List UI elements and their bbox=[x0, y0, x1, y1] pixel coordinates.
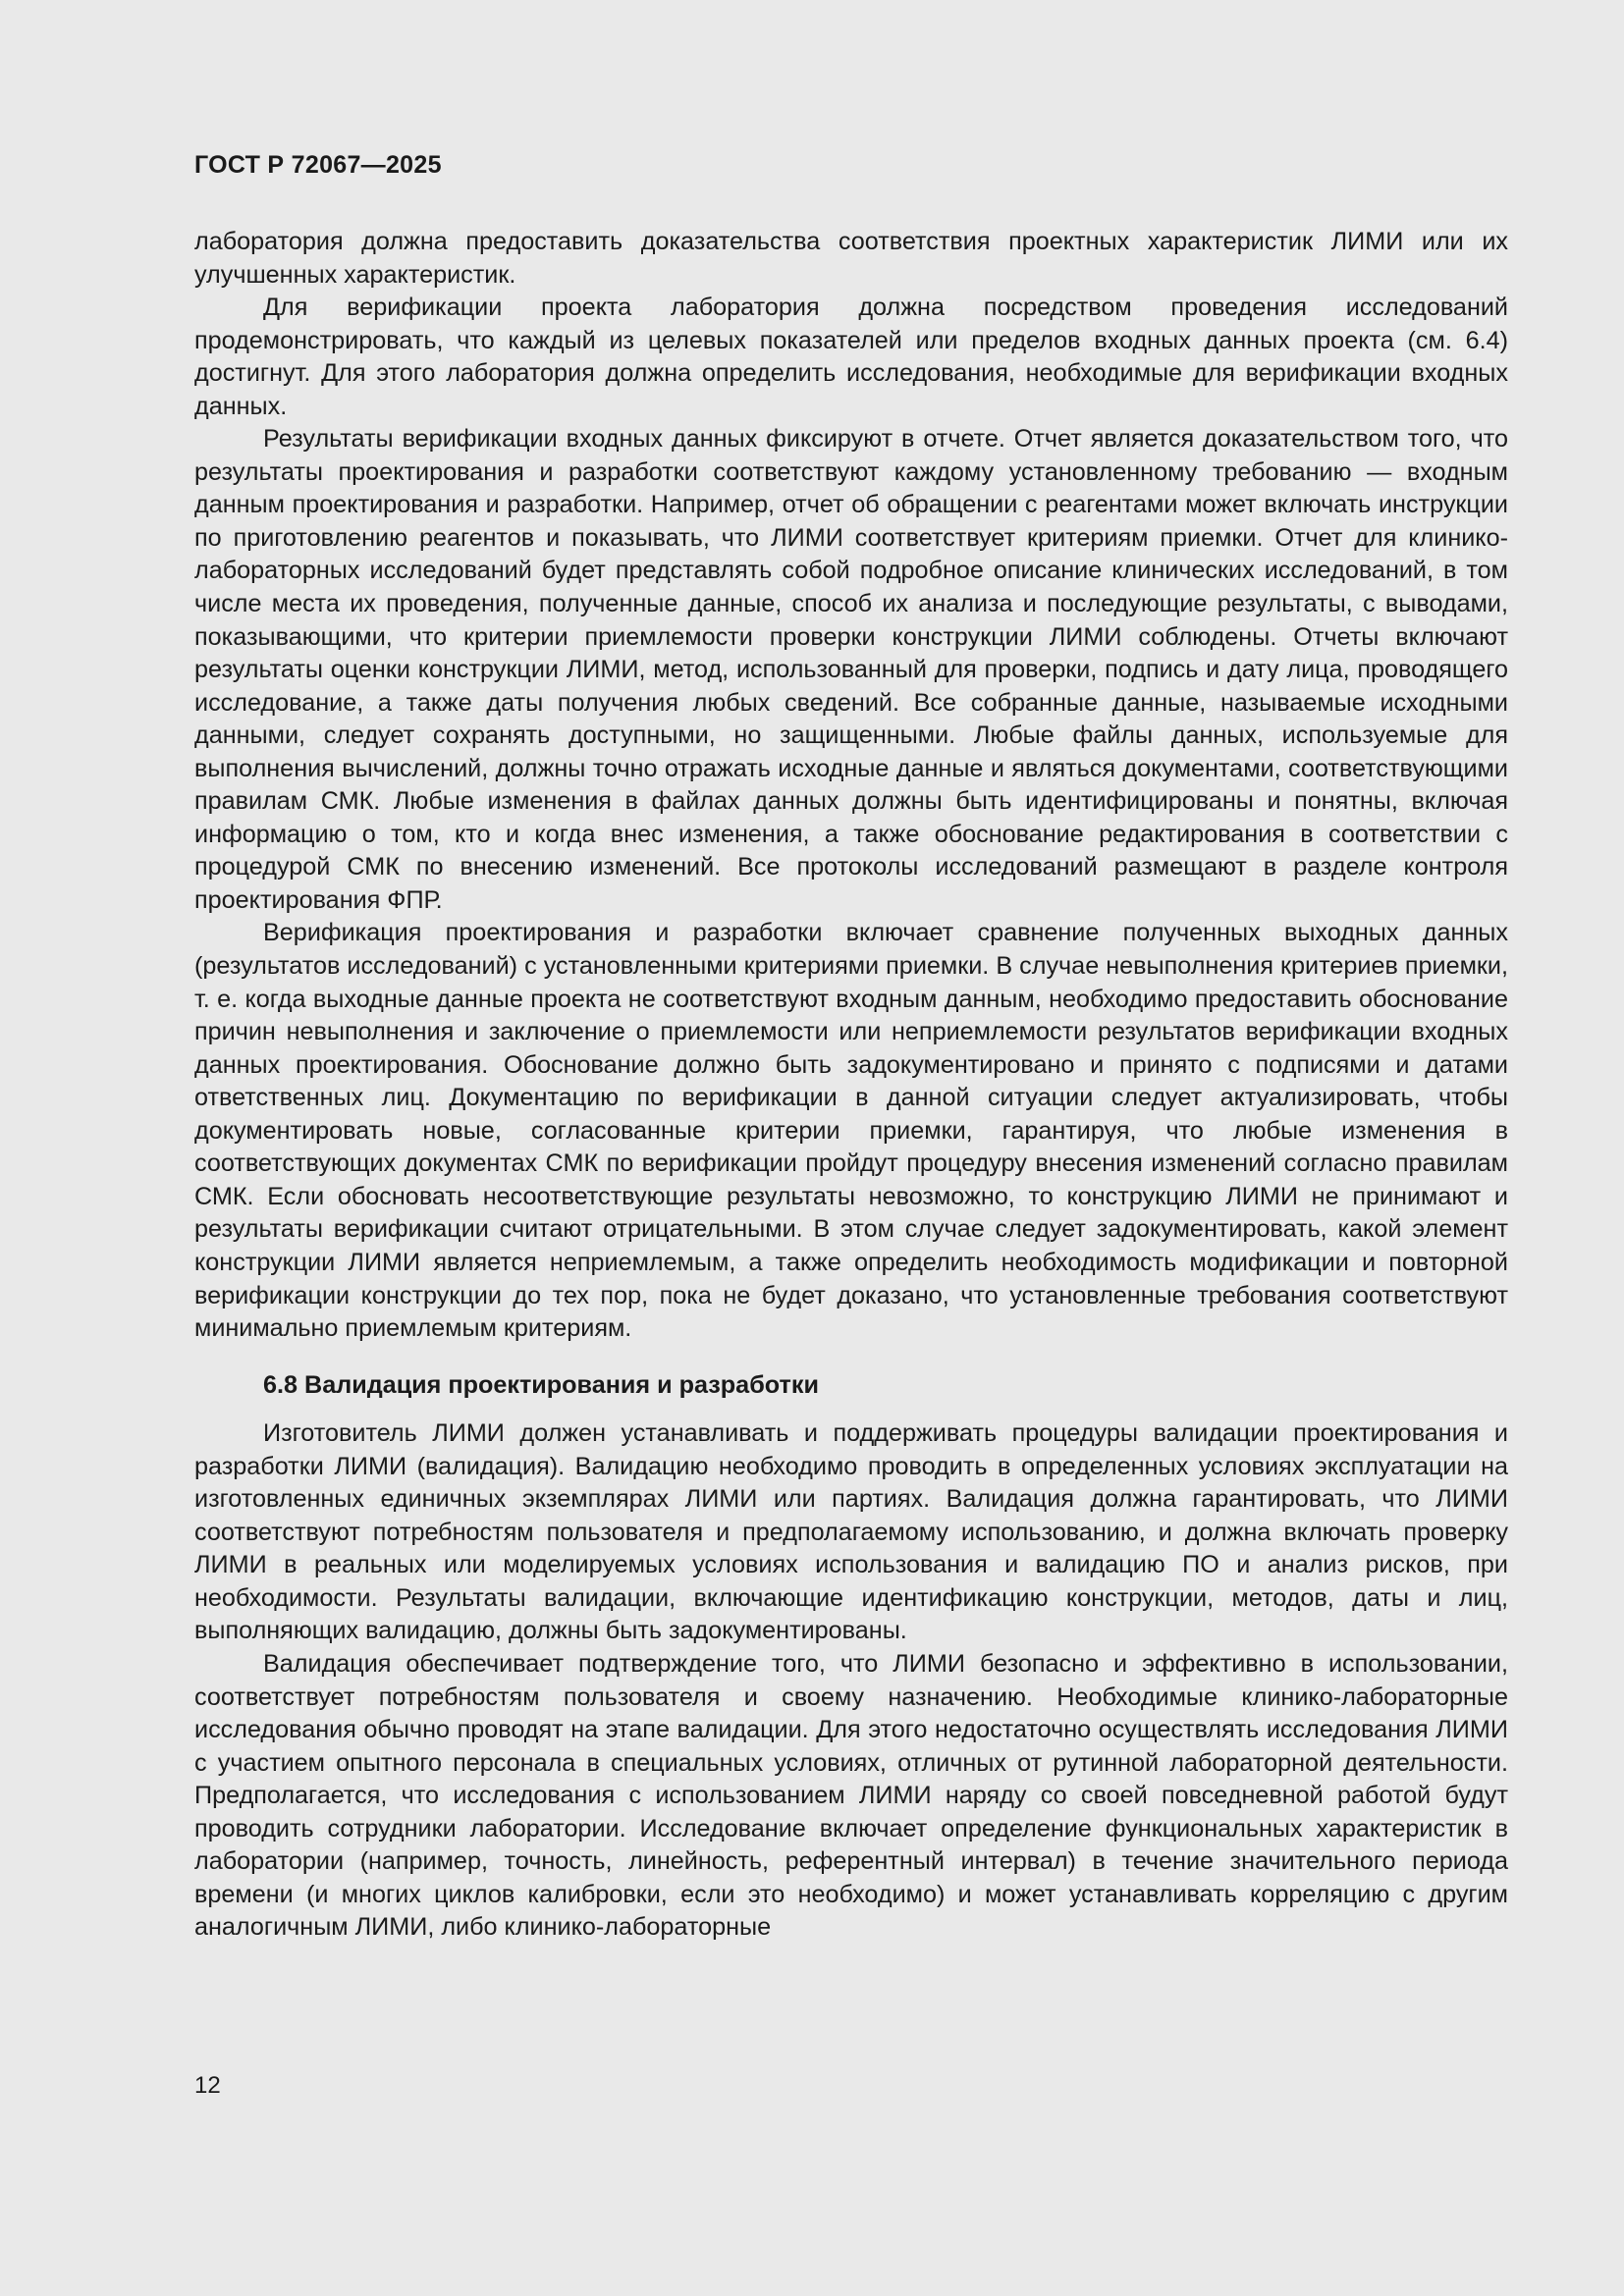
paragraph: лаборатория должна предоставить доказательства соответствия проектных характеристик ЛИМИ или их улучшенных характеристик. bbox=[194, 228, 1508, 289]
document-body bbox=[194, 226, 1508, 1945]
paragraph: Верификация проектирования и разработки включает сравнение полученных выходных данных (результатов исследований) с установленными критериями приемки. В случае невыполнения критериев приемки, т. е. когда выходные данные проекта не соответствуют входным данным, необходимо предоставить обоснование причин невыполнения и заключение о приемлемости или неприемлемости результатов верификации входных данных проектирования. Обоснование должно быть задокументировано и принято с подписями и датами ответственных лиц. Документацию по верификации в данной ситуации следует актуализировать, чтобы документировать новые, согласованные критерии приемки, гарантируя, что любые изменения в соответствующих документах СМК по верификации пройдут процедуру внесения изменений согласно правилам СМК. Если обосновать несоответствующие результаты невозможно, то конструкцию ЛИМИ не принимают и результаты верификации считают отрицательными. В этом случае следует задокументировать, какой элемент конструкции ЛИМИ является неприемлемым, а также определить необходимость модификации и повторной верификации конструкции до тех пор, пока не будет доказано, что установленные требования соответствуют минимально приемлемым критериям. bbox=[194, 919, 1508, 1343]
section-heading: 6.8 Валидация проектирования и разработки bbox=[263, 1370, 819, 1399]
paragraph: Валидация обеспечивает подтверждение того, что ЛИМИ безопасно и эффективно в использовании, соответствует потребностям пользователя и своему назначению. Необходимые клинико-лабораторные исследования обычно проводят на этапе валидации. Для этого недостаточно осуществлять исследования ЛИМИ с участием опытного персонала в специальных условиях, отличных от рутинной лабораторной деятельности. Предполагается, что исследования с использованием ЛИМИ наряду со своей повседневной работой будут проводить сотрудники лаборатории. Исследование включает определение функциональных характеристик в лаборатории (например, точность, линейность, референтный интервал) в течение значительного периода времени (и многих циклов калибровки, если это необходимо) и может устанавливать корреляцию с другим аналогичным ЛИМИ, либо клинико-лабораторные bbox=[194, 1649, 1508, 1942]
page-number: 12 bbox=[194, 2072, 221, 2099]
paragraph: Для верификации проекта лаборатория должна посредством проведения исследований продемонстрировать, что каждый из целевых показателей или пределов входных данных проекта (см. 6.4) достигнут. Для этого лаборатория должна определить исследования, необходимые для верификации входных данных. bbox=[194, 294, 1508, 420]
document-header: ГОСТ Р 72067—2025 bbox=[194, 151, 442, 179]
paragraph: Результаты верификации входных данных фиксируют в отчете. Отчет является доказательством того, что результаты проектирования и разработки соответствуют каждому установленному требованию — входным данным проектирования и разработки. Например, отчет об обращении с реагентами может включать инструкции по приготовлению реагентов и показывать, что ЛИМИ соответствует критериям приемки. Отчет для клинико-лабораторных исследований будет представлять собой подробное описание клинических исследований, в том числе места их проведения, полученные данные, способ их анализа и последующие результаты, с выводами, показывающими, что критерии приемлемости проверки конструкции ЛИМИ соблюдены. Отчеты включают результаты оценки конструкции ЛИМИ, метод, использованный для проверки, подпись и дату лица, проводящего исследование, а также даты получения любых сведений. Все собранные данные, называемые исходными данными, следует сохранять доступными, но защищенными. Любые файлы данных, используемые для выполнения вычислений, должны точно отражать исходные данные и являться документами, соответствующими правилам СМК. Любые изменения в файлах данных должны быть идентифицированы и понятны, включая информацию о том, кто и когда внес изменения, а также обоснование редактирования в соответствии с процедурой СМК по внесению изменений. Все протоколы исследований размещают в разделе контроля проектирования ФПР. bbox=[194, 425, 1508, 914]
paragraph: Изготовитель ЛИМИ должен устанавливать и поддерживать процедуры валидации проектирования и разработки ЛИМИ (валидация). Валидацию необходимо проводить в определенных условиях эксплуатации на изготовленных единичных экземплярах ЛИМИ или партиях. Валидация должна гарантировать, что ЛИМИ соответствуют потребностям пользователя и предполагаемому использованию, и должна включать проверку ЛИМИ в реальных или моделируемых условиях использования и валидацию ПО и анализ рисков, при необходимости. Результаты валидации, включающие идентификацию конструкции, методов, даты и лиц, выполняющих валидацию, должны быть задокументированы. bbox=[194, 1419, 1508, 1645]
